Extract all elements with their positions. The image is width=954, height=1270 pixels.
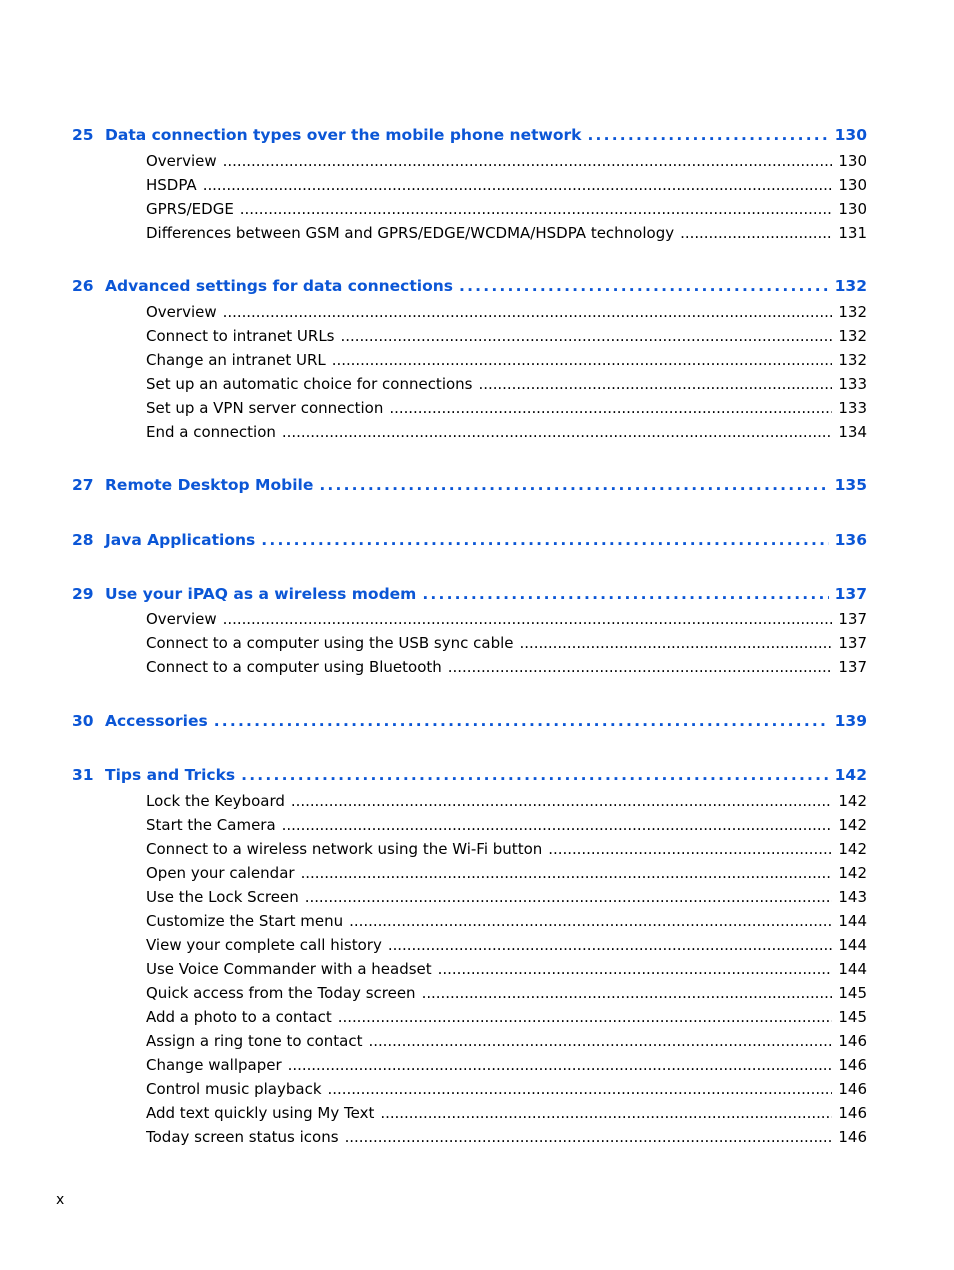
dot-leader [291, 790, 832, 812]
page-number: 144 [838, 960, 867, 978]
page-number: 137 [834, 585, 867, 603]
chapter-number: 25 [72, 126, 94, 144]
section-title: Lock the Keyboard [146, 792, 285, 810]
section-title: Control music playback [146, 1080, 322, 1098]
dot-leader [341, 325, 833, 347]
toc-section-entry[interactable] [146, 174, 867, 196]
page-number: 137 [838, 634, 867, 652]
dot-leader [301, 862, 833, 884]
dot-leader [332, 349, 833, 371]
toc-section-entry[interactable] [146, 632, 867, 654]
page-number: 142 [838, 864, 867, 882]
dot-leader [282, 814, 833, 836]
toc-section-entry[interactable] [146, 862, 867, 884]
dot-leader [282, 421, 832, 443]
dot-leader [214, 709, 829, 733]
page-number: 130 [834, 126, 867, 144]
page-number: 130 [838, 176, 867, 194]
toc-section-entry[interactable] [146, 656, 867, 678]
toc-chapter-entry[interactable] [72, 528, 867, 552]
page-number: 133 [838, 375, 867, 393]
section-title: Connect to a computer using Bluetooth [146, 658, 442, 676]
toc-section-entry[interactable] [146, 349, 867, 371]
dot-leader [438, 958, 833, 980]
chapter-number: 31 [72, 766, 94, 784]
chapter-number: 30 [72, 712, 94, 730]
page-number: 146 [838, 1128, 867, 1146]
toc-section-entry[interactable] [146, 421, 867, 443]
page-number: 146 [838, 1032, 867, 1050]
section-title: Use the Lock Screen [146, 888, 299, 906]
page-number: 146 [838, 1104, 867, 1122]
section-title: Connect to intranet URLs [146, 327, 335, 345]
chapter-title: Accessories [105, 712, 208, 730]
dot-leader [520, 632, 833, 654]
section-title: Overview [146, 303, 217, 321]
toc-chapter-entry[interactable] [72, 763, 867, 787]
section-title: Assign a ring tone to contact [146, 1032, 363, 1050]
toc-section-entry[interactable] [146, 958, 867, 980]
page-number-footer: x [56, 1192, 65, 1208]
toc-chapter-entry[interactable] [72, 709, 867, 733]
page-number: 142 [838, 792, 867, 810]
dot-leader [548, 838, 832, 860]
toc-section-entry[interactable] [146, 1006, 867, 1028]
dot-leader [368, 1030, 832, 1052]
dot-leader [680, 222, 832, 244]
toc-section-entry[interactable] [146, 838, 867, 860]
page-number: 132 [834, 277, 867, 295]
page-number: 135 [834, 476, 867, 494]
section-title: Differences between GSM and GPRS/EDGE/WCDMA/HSDPA technology [146, 224, 675, 242]
toc-section-entry[interactable] [146, 198, 867, 220]
toc-section-entry[interactable] [146, 608, 867, 630]
toc-chapter-entry[interactable] [72, 473, 867, 497]
chapter-title: Use your iPAQ as a wireless modem [105, 585, 417, 603]
toc-section-entry[interactable] [146, 982, 867, 1004]
dot-leader [389, 397, 832, 419]
toc-section-entry[interactable] [146, 886, 867, 908]
section-title: Change wallpaper [146, 1056, 282, 1074]
toc-section-entry[interactable] [146, 814, 867, 836]
section-title: Use Voice Commander with a headset [146, 960, 432, 978]
dot-leader [345, 1126, 833, 1148]
chapter-number: 28 [72, 531, 94, 549]
chapter-title: Advanced settings for data connections [105, 277, 453, 295]
section-title: Overview [146, 610, 217, 628]
toc-section-entry[interactable] [146, 1054, 867, 1076]
page-number: 139 [834, 712, 867, 730]
section-title: Today screen status icons [146, 1128, 339, 1146]
page-number: 146 [838, 1080, 867, 1098]
dot-leader [288, 1054, 833, 1076]
toc-section-entry[interactable] [146, 790, 867, 812]
section-title: View your complete call history [146, 936, 382, 954]
page-number: 145 [838, 1008, 867, 1026]
toc-section-entry[interactable] [146, 222, 867, 244]
page-number: 142 [838, 816, 867, 834]
toc-section-entry[interactable] [146, 1126, 867, 1148]
page-number: 146 [838, 1056, 867, 1074]
section-title: Add text quickly using My Text [146, 1104, 375, 1122]
section-title: HSDPA [146, 176, 197, 194]
dot-leader [305, 886, 833, 908]
section-title: GPRS/EDGE [146, 200, 234, 218]
chapter-title: Data connection types over the mobile phone network [105, 126, 582, 144]
dot-leader [349, 910, 832, 932]
section-title: Connect to a wireless network using the Wi-Fi button [146, 840, 543, 858]
section-title: Open your calendar [146, 864, 295, 882]
page-number: 145 [838, 984, 867, 1002]
dot-leader [319, 473, 828, 497]
dot-leader [223, 150, 833, 172]
page-number: 144 [838, 912, 867, 930]
toc-section-entry[interactable] [146, 1030, 867, 1052]
page-number: 132 [838, 327, 867, 345]
section-title: Overview [146, 152, 217, 170]
page-number: 142 [838, 840, 867, 858]
dot-leader [338, 1006, 833, 1028]
chapter-title: Java Applications [105, 531, 256, 549]
dot-leader [240, 198, 833, 220]
toc-section-entry[interactable] [146, 910, 867, 932]
section-title: Set up a VPN server connection [146, 399, 384, 417]
page-number: 131 [838, 224, 867, 242]
toc-chapter-entry[interactable] [72, 274, 867, 298]
dot-leader [380, 1102, 832, 1124]
dot-leader [459, 274, 829, 298]
page-number: 134 [838, 423, 867, 441]
dot-leader [422, 982, 833, 1004]
page-number: 137 [838, 610, 867, 628]
chapter-number: 27 [72, 476, 94, 494]
toc-section-entry[interactable] [146, 1102, 867, 1124]
toc-chapter-entry[interactable] [72, 123, 867, 147]
section-title: Change an intranet URL [146, 351, 326, 369]
dot-leader [478, 373, 832, 395]
toc-section-entry[interactable] [146, 934, 867, 956]
dot-leader [448, 656, 833, 678]
page-number: 133 [838, 399, 867, 417]
toc-section-entry[interactable] [146, 397, 867, 419]
page-number: 130 [838, 152, 867, 170]
section-title: Add a photo to a contact [146, 1008, 332, 1026]
chapter-title: Remote Desktop Mobile [105, 476, 314, 494]
page-number: 136 [834, 531, 867, 549]
page-number: 132 [838, 351, 867, 369]
section-title: Set up an automatic choice for connections [146, 375, 473, 393]
dot-leader [223, 608, 833, 630]
page-number: 144 [838, 936, 867, 954]
toc-section-entry[interactable] [146, 1078, 867, 1100]
dot-leader [587, 123, 828, 147]
toc-section-entry[interactable] [146, 150, 867, 172]
section-title: End a connection [146, 423, 276, 441]
section-title: Start the Camera [146, 816, 276, 834]
chapter-number: 29 [72, 585, 94, 603]
dot-leader [223, 301, 833, 323]
page-number: 130 [838, 200, 867, 218]
dot-leader [422, 582, 828, 606]
page-number: 137 [838, 658, 867, 676]
section-title: Connect to a computer using the USB sync cable [146, 634, 514, 652]
dot-leader [328, 1078, 833, 1100]
dot-leader [203, 174, 833, 196]
toc-section-entry[interactable] [146, 325, 867, 347]
section-title: Customize the Start menu [146, 912, 344, 930]
page-number: 132 [838, 303, 867, 321]
dot-leader [261, 528, 828, 552]
section-title: Quick access from the Today screen [146, 984, 416, 1002]
page-number: 143 [838, 888, 867, 906]
dot-leader [241, 763, 829, 787]
chapter-number: 26 [72, 277, 94, 295]
chapter-title: Tips and Tricks [105, 766, 236, 784]
toc-chapter-entry[interactable] [72, 582, 867, 606]
toc-section-entry[interactable] [146, 301, 867, 323]
page-number: 142 [834, 766, 867, 784]
dot-leader [388, 934, 833, 956]
toc-section-entry[interactable] [146, 373, 867, 395]
